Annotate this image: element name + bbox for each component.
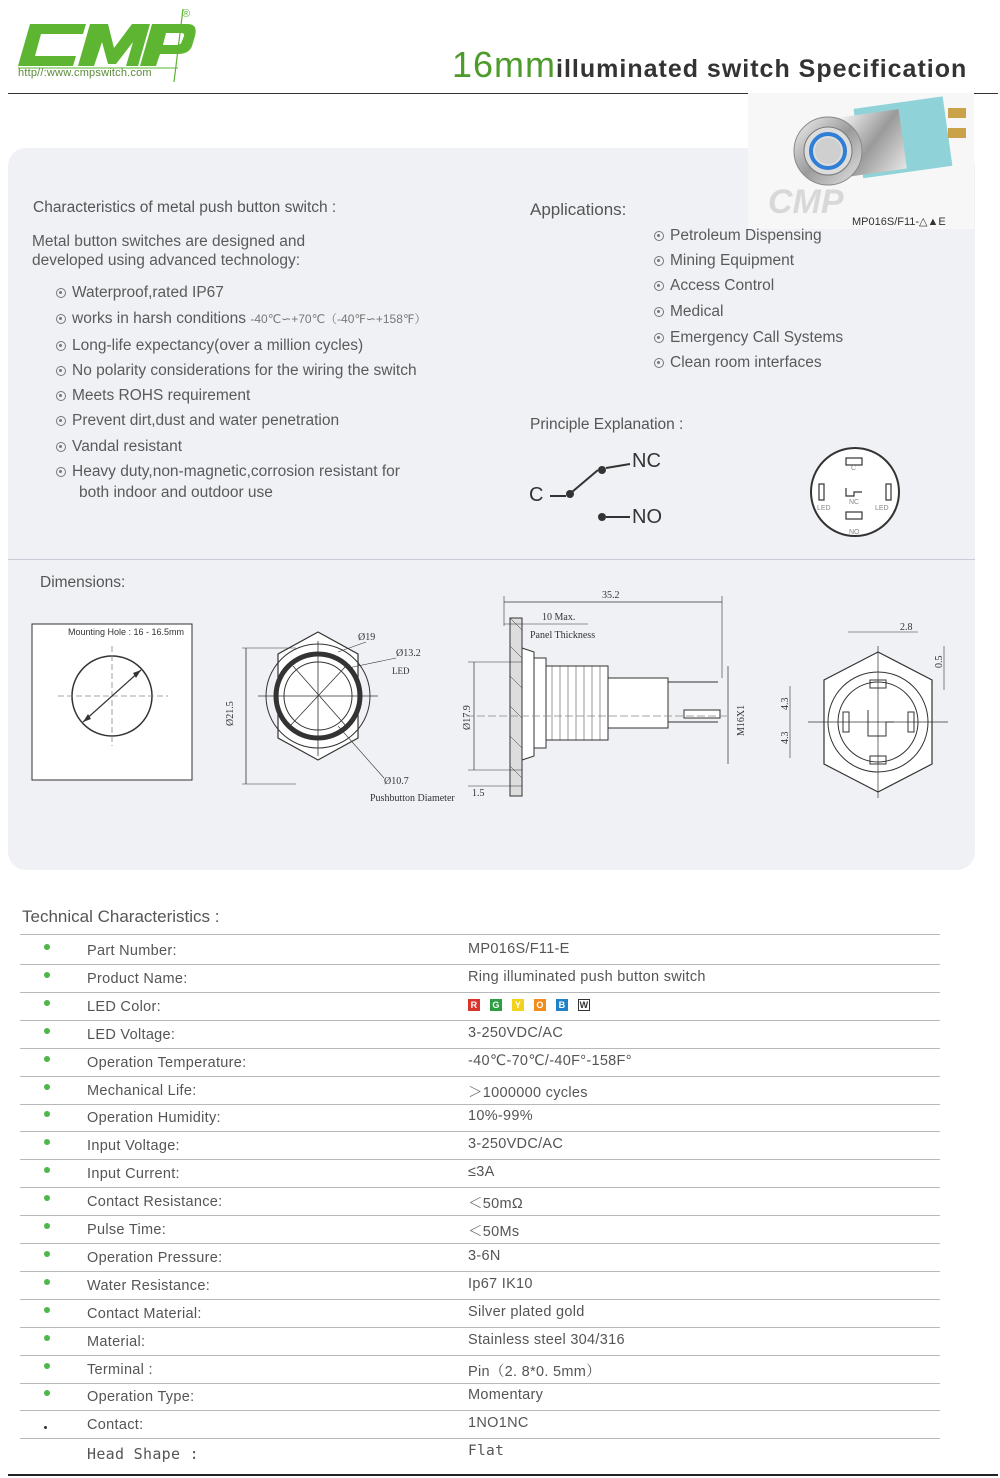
- spec-label: Operation Type:: [87, 1389, 195, 1406]
- application-item: Access Control: [654, 277, 774, 295]
- bullet-icon: [44, 1363, 50, 1369]
- bullet-icon: [654, 333, 664, 343]
- spec-label: Operation Humidity:: [87, 1110, 221, 1127]
- spec-label: Mechanical Life:: [87, 1082, 197, 1099]
- bullet-icon: [44, 1335, 50, 1341]
- bottom-rule: [8, 1474, 998, 1476]
- spec-label: Contact Material:: [87, 1305, 202, 1322]
- page-title: [452, 44, 967, 86]
- bullet-icon: [44, 1307, 50, 1313]
- bullet-icon: [44, 1195, 50, 1201]
- bullet-icon: [44, 1279, 50, 1285]
- dim-pushbutton-diameter: Pushbutton Diameter: [370, 793, 455, 804]
- svg-text:LED: LED: [817, 505, 831, 512]
- svg-text:LED: LED: [875, 505, 889, 512]
- title-size: 16mm: [452, 44, 557, 85]
- spec-value: Ip67 IK10: [468, 1275, 533, 1292]
- bullet-icon: [44, 1139, 50, 1145]
- spec-row: [20, 1271, 940, 1300]
- contact-nc-label: NC: [632, 450, 661, 472]
- contact-c-label: C: [529, 484, 544, 506]
- bullet-icon: [56, 314, 66, 324]
- spec-label: Product Name:: [87, 970, 188, 987]
- bullet-icon: [56, 416, 66, 426]
- table-top-rule: [20, 934, 940, 935]
- dim-led: LED: [392, 666, 410, 676]
- spec-value: ＜50Ms: [468, 1224, 520, 1240]
- spec-row: [20, 1410, 940, 1439]
- spec-row: [20, 1076, 940, 1105]
- spec-row: [20, 1299, 940, 1328]
- spec-value: Pin（2. 8*0. 5mm）: [468, 1363, 601, 1380]
- dim-4-3-bottom: 4.3: [780, 731, 791, 744]
- spec-label: Contact:: [87, 1417, 144, 1434]
- dim-d10-7: Ø10.7: [384, 776, 409, 787]
- bullet-icon: [654, 231, 664, 241]
- spec-value: -40℃-70℃/-40F°-158F°: [468, 1052, 632, 1069]
- svg-text:C: C: [851, 465, 857, 472]
- spec-label: Pulse Time:: [87, 1222, 167, 1238]
- spec-row: [20, 1131, 940, 1160]
- dim-1-5: 1.5: [472, 788, 485, 799]
- dim-panel-thickness: Panel Thickness: [530, 630, 596, 641]
- spec-label: LED Voltage:: [87, 1026, 176, 1043]
- company-url: http//:www.cmpswitch.com: [18, 67, 152, 79]
- bullet-icon: [44, 1084, 50, 1090]
- photo-caption: MP016S/F11-△▲E: [852, 216, 946, 228]
- characteristic-item: No polarity considerations for the wiring the switch: [56, 362, 417, 380]
- spec-row: [20, 1187, 940, 1216]
- spec-label: Operation Pressure:: [87, 1249, 223, 1266]
- spec-row: [20, 1243, 940, 1272]
- spec-row: [20, 1048, 940, 1077]
- dim-d19: Ø19: [358, 632, 376, 643]
- registered-mark: ®: [182, 8, 191, 20]
- spec-value: 3-6N: [468, 1247, 501, 1264]
- bullet-icon: [56, 366, 66, 376]
- spec-label: Head Shape :: [87, 1445, 199, 1464]
- contact-no-label: NO: [632, 506, 662, 528]
- characteristic-item-cont: both indoor and outdoor use: [79, 484, 273, 501]
- dim-d17-9: Ø17.9: [462, 705, 473, 730]
- bullet-icon: [56, 391, 66, 401]
- bullet-icon: [44, 1167, 50, 1173]
- spec-value: 10%-99%: [468, 1108, 533, 1125]
- spec-value: Momentary: [468, 1387, 544, 1404]
- spec-row: [20, 992, 940, 1021]
- spec-value: Stainless steel 304/316: [468, 1331, 625, 1348]
- spec-value: ≤3A: [468, 1164, 495, 1181]
- characteristic-item: Long-life expectancy(over a million cycles): [56, 337, 363, 355]
- spec-value: ＞1000000 cycles: [468, 1084, 588, 1101]
- spec-label: Material:: [87, 1333, 146, 1350]
- applications-heading: Applications:: [530, 200, 627, 219]
- technical-heading: Technical Characteristics :: [22, 907, 220, 926]
- characteristic-item: works in harsh conditions -40℃∽+70℃（-40℉∽+158℉）: [56, 310, 426, 328]
- spec-row: [20, 964, 940, 993]
- bullet-icon: [44, 1056, 50, 1062]
- spec-row: [20, 1020, 940, 1049]
- photo-watermark: CMP: [768, 183, 844, 221]
- spec-row: [20, 1355, 940, 1384]
- characteristic-item: Vandal resistant: [56, 438, 182, 456]
- characteristic-item: Prevent dirt,dust and water penetration: [56, 412, 339, 430]
- led-color-chip: G: [490, 999, 502, 1011]
- bullet-icon: [44, 1000, 50, 1006]
- led-color-chip: R: [468, 999, 480, 1011]
- dim-d21-5: Ø21.5: [225, 701, 236, 726]
- temperature-note: -40℃∽+70℃（-40℉∽+158℉）: [250, 312, 427, 326]
- dimensions-drawing: [28, 586, 978, 816]
- spec-label: Input Current:: [87, 1166, 180, 1183]
- panel-divider: [8, 559, 975, 560]
- bullet-icon: [56, 467, 66, 477]
- dim-2-8: 2.8: [900, 622, 913, 633]
- spec-label: Part Number:: [87, 943, 177, 959]
- product-photo: [748, 93, 974, 229]
- dim-0-5: 0.5: [934, 655, 945, 668]
- spec-label: Input Voltage:: [87, 1138, 180, 1155]
- dimensions-heading: Dimensions:: [40, 574, 126, 591]
- title-text: illuminated switch Specification: [556, 55, 968, 83]
- bullet-icon: [44, 1111, 50, 1117]
- characteristics-intro-2: developed using advanced technology:: [32, 252, 301, 269]
- spec-value: Flat: [468, 1443, 505, 1460]
- dim-m16: M16X1: [736, 704, 747, 736]
- bullet-icon: [654, 281, 664, 291]
- spec-value: 1NO1NC: [468, 1415, 529, 1432]
- bullet-icon: [654, 358, 664, 368]
- bullet-icon: [56, 288, 66, 298]
- bullet-icon: [44, 1390, 50, 1396]
- bullet-icon: [56, 341, 66, 351]
- bullet-icon: [44, 972, 50, 978]
- svg-text:NO: NO: [849, 529, 860, 536]
- bullet-icon: [44, 1223, 50, 1229]
- principle-heading: Principle Explanation :: [530, 416, 684, 433]
- spec-label: Contact Resistance:: [87, 1194, 223, 1211]
- dim-d13-2: Ø13.2: [396, 648, 421, 659]
- spec-value: ＜50mΩ: [468, 1196, 524, 1213]
- spec-value: MP016S/F11-E: [468, 941, 570, 957]
- bullet-icon: [44, 1028, 50, 1034]
- led-color-chip: W: [579, 999, 589, 1010]
- spec-value: Ring illuminated push button switch: [468, 968, 706, 985]
- application-item: Emergency Call Systems: [654, 329, 843, 347]
- spec-row: [20, 1327, 940, 1356]
- characteristics-intro-1: Metal button switches are designed and: [32, 233, 306, 250]
- spec-value: [468, 997, 600, 1013]
- characteristics-heading: Characteristics of metal push button switch :: [33, 199, 337, 216]
- characteristic-item: Heavy duty,non-magnetic,corrosion resistant for: [56, 463, 400, 481]
- spec-row: [20, 1103, 940, 1132]
- bullet-icon: [654, 307, 664, 317]
- characteristic-item: Meets ROHS requirement: [56, 387, 250, 405]
- spec-label: LED Color:: [87, 998, 161, 1015]
- mounting-hole-label: Mounting Hole : 16 - 16.5mm: [68, 627, 185, 637]
- spec-row: [20, 936, 940, 965]
- led-color-chip: B: [556, 999, 568, 1011]
- application-item: Clean room interfaces: [654, 354, 822, 372]
- dim-4-3-top: 4.3: [780, 697, 791, 710]
- spec-value: 3-250VDC/AC: [468, 1136, 564, 1153]
- bullet-icon: [44, 1426, 47, 1429]
- application-item: Medical: [654, 303, 723, 321]
- principle-diagram: [520, 440, 980, 550]
- dim-10-max: 10 Max.: [542, 612, 576, 623]
- bullet-icon: [44, 944, 50, 950]
- spec-value: Silver plated gold: [468, 1303, 585, 1320]
- bullet-icon: [44, 1251, 50, 1257]
- dim-35-2: 35.2: [602, 590, 620, 601]
- application-item: Petroleum Dispensing: [654, 227, 822, 245]
- spec-row: [20, 1159, 940, 1188]
- spec-label: Operation Temperature:: [87, 1054, 247, 1071]
- bullet-icon: [56, 442, 66, 452]
- spec-label: Water Resistance:: [87, 1277, 211, 1294]
- application-item: Mining Equipment: [654, 252, 794, 270]
- spec-row: [20, 1215, 940, 1244]
- spec-row: [20, 1382, 940, 1411]
- svg-text:NC: NC: [849, 499, 860, 506]
- led-color-chip: Y: [512, 999, 524, 1011]
- spec-row: [20, 1438, 940, 1466]
- led-color-chip: O: [534, 999, 546, 1011]
- spec-label: Terminal :: [87, 1361, 153, 1378]
- bullet-icon: [654, 256, 664, 266]
- characteristic-item: Waterproof,rated IP67: [56, 284, 224, 302]
- spec-value: 3-250VDC/AC: [468, 1024, 564, 1041]
